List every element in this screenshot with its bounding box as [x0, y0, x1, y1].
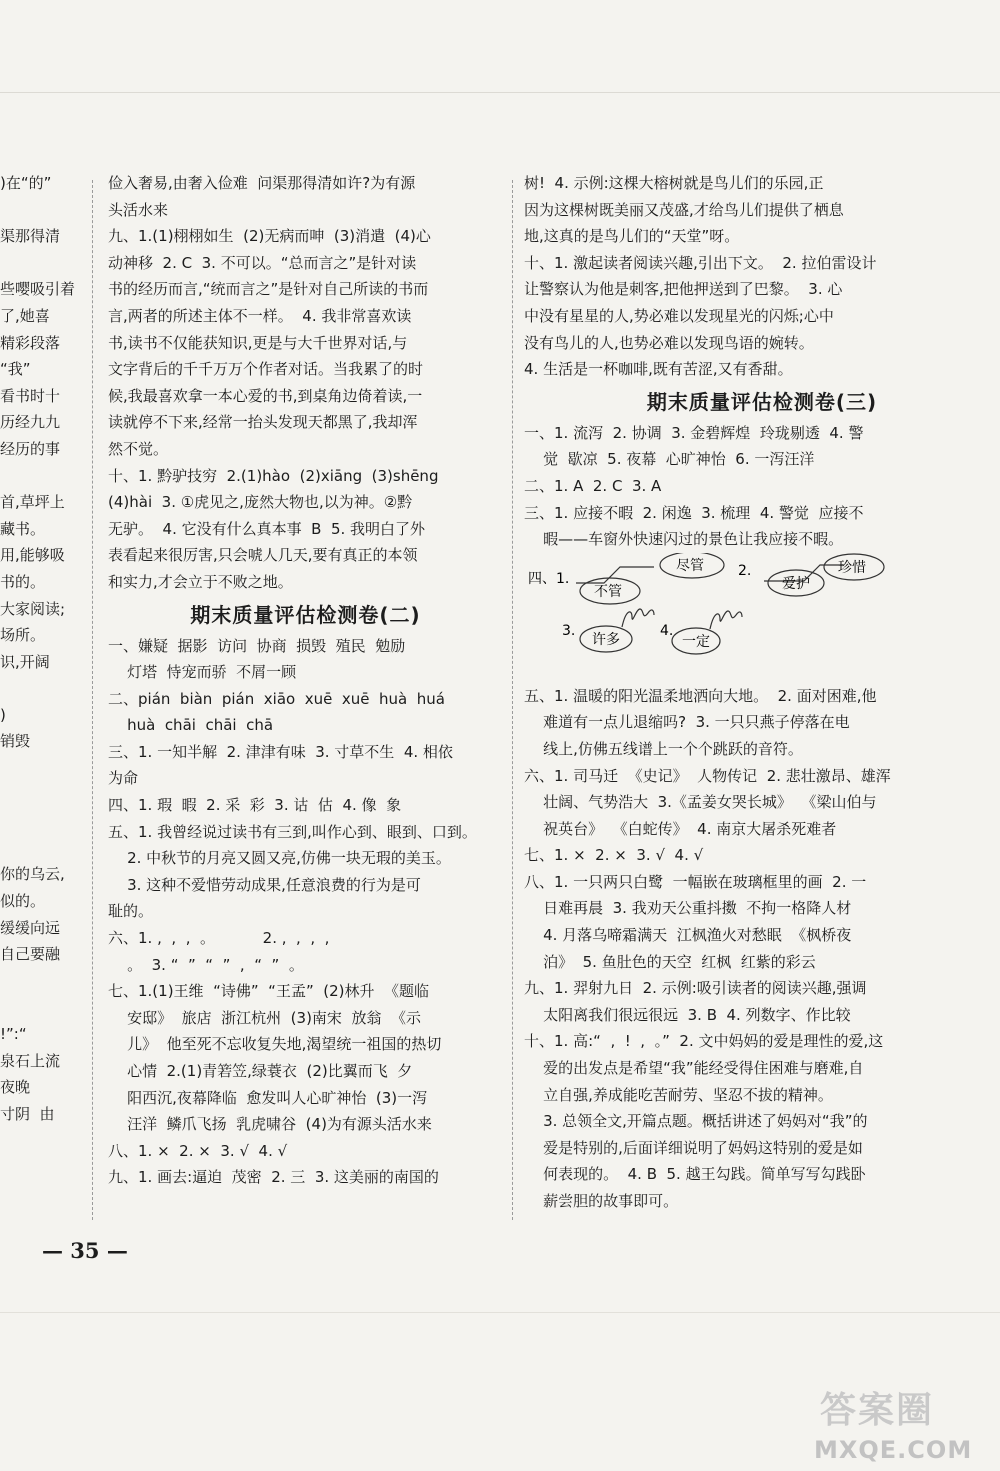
answer-line: 六、1. 司马迁 《史记》 人物传记 2. 悲壮激昂、雄浑 — [524, 766, 891, 785]
answer-line: “我” — [0, 360, 31, 379]
answer-line: 言,两者的所述主体不一样。 4. 我非常喜欢读 — [108, 306, 412, 325]
answer-line: 五、1. 温暖的阳光温柔地洒向大地。 2. 面对困难,他 — [524, 686, 877, 705]
answer-line: 心情 2.(1)青箬笠,绿蓑衣 (2)比翼而飞 夕 — [108, 1062, 413, 1080]
answer-line: 缓缓向远 — [0, 918, 61, 937]
bubble-q1-lower-word: 不管 — [594, 583, 622, 600]
answer-line — [0, 835, 82, 862]
bubble-q4-curl — [710, 611, 742, 629]
answer-line — [0, 197, 82, 224]
answer-line: 书的。 — [0, 572, 46, 591]
word-bubble-diagrams — [524, 553, 1000, 683]
answer-line: 寸阴 由 — [0, 1104, 55, 1123]
answer-line: 看书时十 — [0, 386, 61, 405]
answer-line: 4. 月落乌啼霜满天 江枫渔火对愁眠 《枫桥夜 — [524, 926, 852, 945]
answer-line: 识,开阔 — [0, 652, 50, 671]
answer-line: 灯塔 恃宠而骄 不屑一顾 — [108, 663, 297, 682]
answer-line: 无驴。 4. 它没有什么真本事 B 5. 我明白了外 — [108, 519, 426, 538]
bubble-q1-prefix: 四、1. — [528, 570, 570, 587]
answer-line: 安邸》 旅店 浙江杭州 (3)南宋 放翁 《示 — [108, 1008, 422, 1027]
right-column — [524, 170, 1000, 1215]
answer-line — [0, 755, 82, 782]
answer-line: 三、1. 一知半解 2. 津津有味 3. 寸草不生 4. 相依 — [108, 742, 453, 761]
answer-line: 十、1. 黔驴技穷 2.(1)hào (2)xiāng (3)shēng — [108, 466, 439, 485]
answer-line: 何表现的。 4. B 5. 越王勾践。简单写写勾践卧 — [524, 1165, 866, 1184]
watermark-brand: 答案圈 — [820, 1390, 935, 1431]
answer-line: )在“的” — [0, 174, 52, 192]
answer-line: 文字背后的千千万万个作者对话。当我累了的时 — [108, 360, 424, 379]
answer-line: 地,这真的是鸟儿们的“天堂”呀。 — [524, 227, 740, 246]
answer-line: 些嘤吸引着 — [0, 280, 76, 299]
answer-line: 经历的事 — [0, 439, 61, 458]
answer-line: 一、嫌疑 据影 访问 协商 损毁 殖民 勉励 — [108, 636, 406, 655]
answer-line: 四、1. 瑕 暇 2. 采 彩 3. 诂 估 4. 像 象 — [108, 796, 402, 815]
answer-line: 线上,仿佛五线谱上一个个跳跃的音符。 — [524, 739, 803, 758]
answer-line: 八、1. 一只两只白鹭 一幅嵌在玻璃框里的画 2. 一 — [524, 872, 867, 891]
answer-line: 用,能够吸 — [0, 546, 65, 565]
exam-title-2: 期末质量评估检测卷(二) — [190, 602, 421, 627]
answer-line: 销毁 — [0, 732, 31, 751]
answer-line: 读就停不下来,经常一抬头发现天都黑了,我却浑 — [108, 413, 418, 432]
answer-line — [0, 808, 82, 835]
answer-line: 三、1. 应接不暇 2. 闲逸 3. 梳理 4. 警觉 应接不 — [524, 503, 864, 522]
answer-line: 太阳离我们很远很远 3. B 4. 列数字、作比较 — [524, 1005, 851, 1024]
middle-column — [108, 170, 503, 1191]
answer-line: 你的乌云, — [0, 865, 65, 884]
answer-line: 二、pián biàn pián xiāo xuē xuē huà huá — [108, 689, 445, 708]
answer-line: 2. 中秋节的月亮又圆又亮,仿佛一块无瑕的美玉。 — [108, 849, 451, 868]
answer-line: 九、1. 羿射九日 2. 示例:吸引读者的阅读兴趣,强调 — [524, 979, 867, 998]
exam-title-3: 期末质量评估检测卷(三) — [646, 389, 878, 414]
bubble-q3-curl — [622, 609, 654, 627]
answer-line: huà chāi chāi chā — [108, 716, 274, 735]
watermark-logo — [812, 1380, 992, 1464]
answer-line: 书,读书不仅能获知识,更是与大千世界对话,与 — [108, 333, 408, 352]
mid-answers-part-a — [108, 170, 503, 596]
answer-line: 书的经历而言,“统而言之”是针对自己所读的书而 — [108, 280, 429, 299]
answer-line: 树! 4. 示例:这棵大榕树就是鸟儿们的乐园,正 — [524, 174, 824, 192]
bubble-diagram-svg — [524, 553, 994, 683]
answer-line: 没有鸟儿的人,也势必难以发现鸟语的婉转。 — [524, 333, 814, 352]
answer-line: 爱是特别的,后面详细说明了妈妈这特别的爱是如 — [524, 1138, 863, 1157]
answer-line: 泊》 5. 鱼肚色的天空 红枫 红紫的彩云 — [524, 952, 816, 971]
answer-line: 九、1.(1)栩栩如生 (2)无病而呻 (3)消遣 (4)心 — [108, 227, 431, 246]
answer-line: 觉 歇凉 5. 夜幕 心旷神怡 6. 一泻汪洋 — [524, 450, 815, 469]
answer-line: 表看起来很厉害,只会唬人几天,要有真正的本领 — [108, 546, 418, 565]
answer-line: 3. 这种不爱惜劳动成果,任意浪费的行为是可 — [108, 875, 421, 894]
answer-line: 泉石上流 — [0, 1051, 61, 1070]
answer-line: 和实力,才会立于不败之地。 — [108, 572, 293, 591]
answer-line: 4. 生活是一杯咖啡,既有苦涩,又有香甜。 — [524, 360, 793, 379]
answer-line: 动神移 2. C 3. 不可以。“总而言之”是针对读 — [108, 253, 417, 272]
answer-line: 九、1. 画去:逼迫 茂密 2. 三 3. 这美丽的南国的 — [108, 1168, 439, 1187]
bubble-q4-prefix: 4. — [660, 622, 674, 639]
answer-line: 阳西沉,夜幕降临 愈发叫人心旷神怡 (3)一泻 — [108, 1088, 428, 1107]
answer-line: 场所。 — [0, 626, 46, 645]
answer-line: 七、1.(1)王维 “诗佛” “王孟” (2)林升 《题临 — [108, 982, 430, 1001]
bubble-q4-word: 一定 — [682, 633, 710, 650]
answer-line: 让警察认为他是刺客,把他押送到了巴黎。 3. 心 — [524, 280, 843, 299]
answer-line: 渠那得清 — [0, 227, 61, 246]
bubble-q2-prefix: 2. — [738, 562, 752, 579]
answer-line: 六、1. , , , 。 2. , , , , — [108, 929, 330, 948]
right-answers-part-b — [524, 420, 1000, 553]
answer-line: 儿》 他至死不忘收复失地,渴望统一祖国的热切 — [108, 1035, 442, 1054]
answer-line: 俭入奢易,由奢入俭难 问渠那得清如许?为有源 — [108, 174, 416, 192]
answer-line: 藏书。 — [0, 519, 46, 538]
mid-answers-part-b — [108, 633, 503, 1191]
answer-line: 五、1. 我曾经说过读书有三到,叫作心到、眼到、口到。 — [108, 822, 477, 841]
answer-line: 。 3. “ ” “ ” , “ ” 。 — [108, 955, 304, 974]
answer-line: 壮阔、气势浩大 3.《孟姜女哭长城》 《梁山伯与 — [524, 793, 877, 812]
answer-line: 因为这棵树既美丽又茂盛,才给鸟儿们提供了栖息 — [524, 200, 844, 219]
answer-line: 日难再晨 3. 我劝天公重抖擞 不拘一格降人材 — [524, 899, 852, 918]
answer-line: 自己要融 — [0, 945, 61, 964]
answer-line: 候,我最喜欢拿一本心爱的书,到桌角边倚着读,一 — [108, 386, 423, 405]
answer-line: 难道有一点儿退缩吗? 3. 一只只燕子停落在电 — [524, 713, 850, 732]
answer-line: 为命 — [108, 769, 139, 788]
answer-line: 中没有星星的人,势必难以发现星光的闪烁;心中 — [524, 306, 834, 325]
answer-line: 汪洋 鳞爪飞扬 乳虎啸谷 (4)为有源头活水来 — [108, 1115, 432, 1134]
answer-line: 精彩段落 — [0, 333, 61, 352]
bubble-q2-lower-word: 爱护 — [782, 575, 810, 592]
page-number: — 35 — — [42, 1238, 128, 1263]
bubble-q3-prefix: 3. — [562, 622, 576, 639]
answer-line: 八、1. × 2. × 3. √ 4. √ — [108, 1141, 288, 1160]
answer-line — [0, 994, 82, 1021]
answer-line — [0, 782, 82, 809]
answer-line — [0, 463, 82, 490]
watermark-site: MXQE.COM — [814, 1436, 973, 1464]
answer-line — [0, 968, 82, 995]
answer-line: 首,草坪上 — [0, 493, 65, 512]
answer-line: 二、1. A 2. C 3. A — [524, 476, 662, 495]
answer-line: 似的。 — [0, 892, 46, 911]
answer-line: 七、1. × 2. × 3. √ 4. √ — [524, 846, 704, 865]
right-answers-part-c — [524, 683, 1000, 1215]
answer-line: 大家阅读; — [0, 599, 66, 618]
answer-line: 祝英台》 《白蛇传》 4. 南京大屠杀死难者 — [524, 819, 837, 838]
answer-line — [0, 250, 82, 277]
answer-line — [0, 675, 82, 702]
left-column-fragments — [0, 170, 82, 1127]
answer-line: 十、1. 高:“ , ! , 。” 2. 文中妈妈的爱是理性的爱,这 — [524, 1032, 884, 1051]
column-divider-right — [512, 180, 513, 1220]
answer-line: 然不觉。 — [108, 439, 169, 458]
bubble-q2-upper-word: 珍惜 — [838, 559, 866, 576]
answer-line: (4)hài 3. ①虎见之,庞然大物也,以为神。②黔 — [108, 493, 413, 512]
bubble-q3-word: 许多 — [592, 631, 620, 648]
answer-line: ) — [0, 705, 6, 724]
answer-line: 头活水来 — [108, 200, 169, 219]
answer-line: 十、1. 激起读者阅读兴趣,引出下文。 2. 拉伯雷设计 — [524, 253, 877, 272]
right-answers-part-a — [524, 170, 1000, 383]
answer-line: 3. 总领全文,开篇点题。概括讲述了妈妈对“我”的 — [524, 1112, 868, 1131]
answer-line: 耻的。 — [108, 902, 154, 921]
bubble-q1-upper-word: 尽管 — [676, 557, 704, 574]
answer-line: 夜晚 — [0, 1078, 31, 1097]
answer-line: 爱的出发点是希望“我”能经受得住困难与磨难,自 — [524, 1059, 864, 1078]
answer-line: 暇——车窗外快速闪过的景色让我应接不暇。 — [524, 530, 844, 549]
answer-line: 一、1. 流泻 2. 协调 3. 金碧辉煌 玲珑剔透 4. 警 — [524, 423, 864, 442]
answer-line: !”:“ — [0, 1025, 27, 1043]
bubble-q1-branch — [576, 567, 654, 583]
answer-line: 立自强,养成能吃苦耐劳、坚忍不拔的精神。 — [524, 1085, 833, 1104]
bottom-rule — [0, 1312, 1000, 1313]
answer-line: 历经九九 — [0, 413, 61, 432]
column-divider-left — [92, 180, 93, 1220]
answer-line: 了,她喜 — [0, 306, 50, 325]
top-rule — [0, 92, 1000, 93]
answer-line: 薪尝胆的故事即可。 — [524, 1192, 679, 1210]
